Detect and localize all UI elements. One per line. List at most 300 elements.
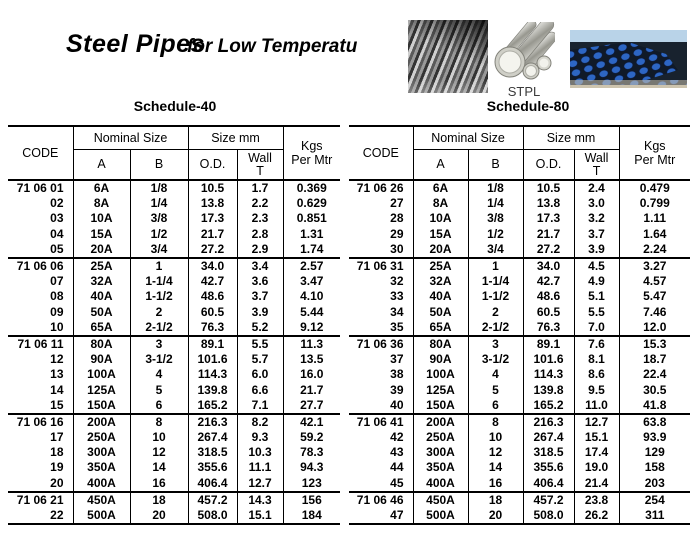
table-row xyxy=(8,492,340,508)
cell-nominal-a: 500A xyxy=(73,508,130,524)
cell-kgs-per-mtr: 1.11 xyxy=(643,211,667,226)
cell-code: 71 06 06 xyxy=(8,258,73,274)
cell-code: 04 xyxy=(8,227,73,242)
cell-nominal-a: 90A xyxy=(413,352,468,367)
cell-nominal-a: 50A xyxy=(413,305,468,320)
table-row xyxy=(8,414,340,430)
cell-nominal-b: 1-1/4 xyxy=(130,274,188,289)
cell-kgs-per-mtr: 4.57 xyxy=(643,274,667,289)
cell-wall-t: 7.6 xyxy=(574,336,619,352)
cell-od: 21.7 xyxy=(188,227,237,242)
cell-nominal-a: 40A xyxy=(73,289,130,304)
cell-nominal-a: 65A xyxy=(413,320,468,336)
cell-wall-t: 3.6 xyxy=(237,274,283,289)
table-row xyxy=(349,196,690,211)
cell-kgs-per-mtr: 254 xyxy=(644,492,665,507)
header-wall-t xyxy=(574,150,619,181)
header-wall-t xyxy=(237,150,283,181)
cell-kgs-per-mtr: 1.74 xyxy=(300,241,324,256)
header-nominal-size: Nominal Size xyxy=(73,126,188,150)
cell-wall-t: 9.3 xyxy=(237,430,283,445)
cell-wall-t: 23.8 xyxy=(574,492,619,508)
table-row xyxy=(349,460,690,475)
schedule-40-heading: Schedule-40 xyxy=(133,98,217,114)
cell-nominal-b: 1 xyxy=(130,258,188,274)
cell-nominal-b: 18 xyxy=(468,492,523,508)
table-row xyxy=(8,336,340,352)
cell-od: 21.7 xyxy=(523,227,574,242)
cell-kgs-per-mtr: 15.3 xyxy=(643,336,667,351)
cell-nominal-a: 90A xyxy=(73,352,130,367)
cell-code: 10 xyxy=(8,320,73,336)
cell-od: 457.2 xyxy=(523,492,574,508)
header-od: O.D. xyxy=(523,150,574,181)
cell-nominal-a: 450A xyxy=(73,492,130,508)
cell-od: 17.3 xyxy=(523,211,574,226)
cell-wall-t: 3.4 xyxy=(237,258,283,274)
cell-nominal-b: 3 xyxy=(130,336,188,352)
cell-wall-t: 2.4 xyxy=(574,180,619,196)
cell-nominal-a: 125A xyxy=(413,382,468,397)
cell-od: 10.5 xyxy=(523,180,574,196)
cell-wall-t: 15.1 xyxy=(237,508,283,524)
cell-wall-t: 11.0 xyxy=(574,398,619,414)
cell-nominal-b: 3/4 xyxy=(130,242,188,258)
cell-nominal-a: 350A xyxy=(73,460,130,475)
cell-nominal-a: 10A xyxy=(73,211,130,226)
cell-wall-t: 5.1 xyxy=(574,289,619,304)
cell-nominal-b: 4 xyxy=(130,367,188,382)
cell-code: 71 06 46 xyxy=(349,492,413,508)
header-kgs-line2: Per Mtr xyxy=(634,153,676,167)
cell-kgs-per-mtr: 78.3 xyxy=(300,445,324,460)
cell-kgs-per-mtr: 0.799 xyxy=(639,196,670,211)
schedule-40-table xyxy=(8,125,340,525)
cell-code: 13 xyxy=(8,367,73,382)
table-row xyxy=(8,289,340,304)
cell-wall-t: 26.2 xyxy=(574,508,619,524)
table-row xyxy=(349,211,690,226)
cell-wall-t: 8.2 xyxy=(237,414,283,430)
cell-code: 22 xyxy=(8,508,73,524)
table-header xyxy=(349,126,690,180)
cell-nominal-b: 4 xyxy=(468,367,523,382)
cell-kgs-per-mtr: 156 xyxy=(301,492,322,507)
header-od: O.D. xyxy=(188,150,237,181)
cell-nominal-a: 500A xyxy=(413,508,468,524)
header-b: B xyxy=(468,150,523,181)
cell-od: 13.8 xyxy=(188,196,237,211)
cell-nominal-a: 40A xyxy=(413,289,468,304)
cell-nominal-b: 16 xyxy=(130,476,188,492)
cell-nominal-b: 3/8 xyxy=(468,211,523,226)
header-code: CODE xyxy=(349,126,413,180)
cell-kgs-per-mtr: 41.8 xyxy=(643,397,667,412)
cell-nominal-b: 2 xyxy=(468,305,523,320)
cell-od: 76.3 xyxy=(188,320,237,336)
cell-od: 89.1 xyxy=(523,336,574,352)
cell-nominal-a: 100A xyxy=(73,367,130,382)
cell-wall-t: 11.1 xyxy=(237,460,283,475)
cell-code: 28 xyxy=(349,211,413,226)
table-row xyxy=(349,274,690,289)
cell-code: 02 xyxy=(8,196,73,211)
cell-kgs-per-mtr: 184 xyxy=(301,508,322,523)
cell-od: 318.5 xyxy=(523,445,574,460)
cell-nominal-b: 5 xyxy=(468,382,523,397)
cell-wall-t: 5.7 xyxy=(237,352,283,367)
table-header xyxy=(8,126,340,180)
cell-nominal-a: 32A xyxy=(413,274,468,289)
cell-nominal-b: 1/8 xyxy=(468,180,523,196)
cell-wall-t: 2.2 xyxy=(237,196,283,211)
cell-kgs-per-mtr: 5.44 xyxy=(300,304,324,319)
table-row xyxy=(8,508,340,524)
blue-steel-pipes-photo xyxy=(570,30,687,88)
cell-nominal-a: 32A xyxy=(73,274,130,289)
cell-nominal-b: 1-1/2 xyxy=(468,289,523,304)
cell-code: 27 xyxy=(349,196,413,211)
header-kgs-per-mtr xyxy=(283,126,340,180)
cell-nominal-b: 10 xyxy=(130,430,188,445)
cell-wall-t: 8.1 xyxy=(574,352,619,367)
steel-pipe-bundle-photo xyxy=(493,22,555,84)
cell-nominal-a: 450A xyxy=(413,492,468,508)
cell-od: 216.3 xyxy=(523,414,574,430)
cell-kgs-per-mtr: 0.851 xyxy=(296,211,327,226)
cell-od: 13.8 xyxy=(523,196,574,211)
cell-kgs-per-mtr: 2.24 xyxy=(643,241,667,256)
cell-code: 17 xyxy=(8,430,73,445)
table-row xyxy=(349,305,690,320)
cell-od: 508.0 xyxy=(188,508,237,524)
cell-nominal-b: 20 xyxy=(130,508,188,524)
row-group xyxy=(349,492,690,524)
cell-od: 267.4 xyxy=(523,430,574,445)
cell-nominal-b: 2-1/2 xyxy=(468,320,523,336)
cell-od: 114.3 xyxy=(523,367,574,382)
cell-code: 40 xyxy=(349,398,413,414)
table-row xyxy=(349,476,690,492)
cell-nominal-a: 200A xyxy=(73,414,130,430)
cell-kgs-per-mtr: 1.64 xyxy=(643,226,667,241)
table-row xyxy=(349,336,690,352)
table-row xyxy=(8,180,340,196)
cell-code: 45 xyxy=(349,476,413,492)
header-kgs-line1: Kgs xyxy=(300,139,323,153)
table-row xyxy=(8,476,340,492)
cell-nominal-b: 18 xyxy=(130,492,188,508)
row-group xyxy=(349,258,690,336)
cell-wall-t: 1.7 xyxy=(237,180,283,196)
cell-code: 71 06 01 xyxy=(8,180,73,196)
table-row xyxy=(349,352,690,367)
cell-od: 355.6 xyxy=(523,460,574,475)
cell-kgs-per-mtr: 2.57 xyxy=(300,259,324,274)
cell-od: 48.6 xyxy=(188,289,237,304)
cell-wall-t: 10.3 xyxy=(237,445,283,460)
header-code: CODE xyxy=(8,126,73,180)
cell-nominal-b: 3-1/2 xyxy=(130,352,188,367)
table-row xyxy=(8,352,340,367)
cell-nominal-a: 350A xyxy=(413,460,468,475)
cell-kgs-per-mtr: 11.3 xyxy=(300,336,324,351)
cell-kgs-per-mtr: 3.47 xyxy=(300,274,324,289)
cell-nominal-b: 14 xyxy=(130,460,188,475)
cell-code: 44 xyxy=(349,460,413,475)
cell-wall-t: 3.9 xyxy=(237,305,283,320)
cell-code: 08 xyxy=(8,289,73,304)
cell-wall-t: 3.2 xyxy=(574,211,619,226)
table-row xyxy=(349,398,690,414)
cell-code: 71 06 16 xyxy=(8,414,73,430)
table-row xyxy=(8,430,340,445)
cell-kgs-per-mtr: 12.0 xyxy=(643,319,667,334)
cell-od: 406.4 xyxy=(523,476,574,492)
table-row xyxy=(8,460,340,475)
table-row xyxy=(8,274,340,289)
cell-od: 216.3 xyxy=(188,414,237,430)
stacked-steel-pipes-photo xyxy=(408,20,488,93)
table-row xyxy=(349,320,690,336)
cell-nominal-a: 15A xyxy=(73,227,130,242)
schedule-80-table xyxy=(349,125,690,525)
cell-code: 05 xyxy=(8,242,73,258)
cell-nominal-a: 8A xyxy=(73,196,130,211)
cell-wall-t: 3.7 xyxy=(237,289,283,304)
cell-nominal-b: 6 xyxy=(130,398,188,414)
cell-wall-t: 14.3 xyxy=(237,492,283,508)
cell-nominal-b: 3 xyxy=(468,336,523,352)
cell-nominal-a: 10A xyxy=(413,211,468,226)
cell-kgs-per-mtr: 3.27 xyxy=(643,259,667,274)
header-kgs-per-mtr xyxy=(619,126,690,180)
row-group xyxy=(349,180,690,258)
cell-nominal-b: 1/4 xyxy=(468,196,523,211)
cell-wall-t: 17.4 xyxy=(574,445,619,460)
cell-od: 60.5 xyxy=(188,305,237,320)
cell-kgs-per-mtr: 13.5 xyxy=(300,352,324,367)
cell-od: 165.2 xyxy=(523,398,574,414)
cell-od: 101.6 xyxy=(523,352,574,367)
cell-code: 33 xyxy=(349,289,413,304)
header-kgs-line2: Per Mtr xyxy=(291,153,333,167)
cell-od: 10.5 xyxy=(188,180,237,196)
table-row xyxy=(349,508,690,524)
cell-nominal-a: 150A xyxy=(413,398,468,414)
cell-kgs-per-mtr: 311 xyxy=(645,508,665,523)
cell-code: 12 xyxy=(8,352,73,367)
cell-code: 71 06 26 xyxy=(349,180,413,196)
row-group xyxy=(8,258,340,336)
cell-nominal-a: 80A xyxy=(413,336,468,352)
header-nominal-size: Nominal Size xyxy=(413,126,523,150)
table-row xyxy=(8,445,340,460)
cell-kgs-per-mtr: 16.0 xyxy=(300,367,324,382)
cell-nominal-b: 1/8 xyxy=(130,180,188,196)
cell-kgs-per-mtr: 22.4 xyxy=(643,367,667,382)
cell-wall-t: 3.7 xyxy=(574,227,619,242)
header-b: B xyxy=(130,150,188,181)
cell-kgs-per-mtr: 63.8 xyxy=(643,414,667,429)
cell-code: 29 xyxy=(349,227,413,242)
cell-kgs-per-mtr: 30.5 xyxy=(643,382,667,397)
cell-od: 139.8 xyxy=(523,382,574,397)
cell-kgs-per-mtr: 203 xyxy=(644,475,665,490)
cell-nominal-b: 14 xyxy=(468,460,523,475)
cell-nominal-b: 1/2 xyxy=(468,227,523,242)
table-row xyxy=(8,320,340,336)
cell-code: 09 xyxy=(8,305,73,320)
table-row xyxy=(8,196,340,211)
cell-code: 14 xyxy=(8,382,73,397)
cell-code: 07 xyxy=(8,274,73,289)
cell-od: 508.0 xyxy=(523,508,574,524)
table-row xyxy=(349,289,690,304)
cell-kgs-per-mtr: 0.629 xyxy=(296,196,327,211)
cell-wall-t: 4.5 xyxy=(574,258,619,274)
cell-wall-t: 15.1 xyxy=(574,430,619,445)
header-a: A xyxy=(73,150,130,181)
table-row xyxy=(349,382,690,397)
cell-nominal-b: 3/4 xyxy=(468,242,523,258)
cell-od: 42.7 xyxy=(188,274,237,289)
cell-nominal-a: 125A xyxy=(73,382,130,397)
cell-wall-t: 5.5 xyxy=(237,336,283,352)
cell-wall-t: 19.0 xyxy=(574,460,619,475)
cell-kgs-per-mtr: 9.12 xyxy=(300,319,324,334)
header-size-mm: Size mm xyxy=(188,126,283,150)
header-a: A xyxy=(413,150,468,181)
cell-kgs-per-mtr: 1.31 xyxy=(300,226,324,241)
cell-kgs-per-mtr: 21.7 xyxy=(300,382,324,397)
schedule-80-section xyxy=(349,125,690,525)
cell-wall-t: 5.2 xyxy=(237,320,283,336)
cell-kgs-per-mtr: 27.7 xyxy=(300,397,324,412)
cell-nominal-b: 1-1/4 xyxy=(468,274,523,289)
cell-code: 32 xyxy=(349,274,413,289)
cell-kgs-per-mtr: 18.7 xyxy=(643,352,667,367)
table-row xyxy=(349,445,690,460)
cell-wall-t: 2.9 xyxy=(237,242,283,258)
cell-nominal-a: 300A xyxy=(413,445,468,460)
cell-nominal-b: 10 xyxy=(468,430,523,445)
row-group xyxy=(349,336,690,414)
cell-code: 03 xyxy=(8,211,73,226)
cell-od: 34.0 xyxy=(188,258,237,274)
cell-od: 42.7 xyxy=(523,274,574,289)
cell-nominal-a: 300A xyxy=(73,445,130,460)
photo-caption: STPL xyxy=(507,84,541,99)
cell-code: 15 xyxy=(8,398,73,414)
table-row xyxy=(349,414,690,430)
cell-nominal-b: 20 xyxy=(468,508,523,524)
table-row xyxy=(8,398,340,414)
cell-code: 47 xyxy=(349,508,413,524)
cell-nominal-a: 150A xyxy=(73,398,130,414)
table-row xyxy=(8,305,340,320)
cell-nominal-b: 12 xyxy=(130,445,188,460)
cell-wall-t: 12.7 xyxy=(237,476,283,492)
header-size-mm: Size mm xyxy=(523,126,619,150)
cell-nominal-a: 400A xyxy=(413,476,468,492)
cell-code: 37 xyxy=(349,352,413,367)
cell-wall-t: 6.6 xyxy=(237,382,283,397)
cell-nominal-b: 1 xyxy=(468,258,523,274)
cell-wall-t: 9.5 xyxy=(574,382,619,397)
cell-nominal-a: 25A xyxy=(73,258,130,274)
cell-code: 34 xyxy=(349,305,413,320)
cell-kgs-per-mtr: 7.46 xyxy=(643,304,667,319)
cell-nominal-a: 250A xyxy=(73,430,130,445)
cell-od: 101.6 xyxy=(188,352,237,367)
cell-nominal-b: 8 xyxy=(130,414,188,430)
page-title: Steel Pipes xyxy=(66,30,205,58)
header-wall-line1: Wall xyxy=(248,150,272,165)
cell-code: 20 xyxy=(8,476,73,492)
table-row xyxy=(349,430,690,445)
cell-kgs-per-mtr: 0.369 xyxy=(296,181,327,196)
cell-kgs-per-mtr: 42.1 xyxy=(300,414,324,429)
cell-kgs-per-mtr: 129 xyxy=(644,445,665,460)
cell-od: 355.6 xyxy=(188,460,237,475)
cell-nominal-b: 3-1/2 xyxy=(468,352,523,367)
cell-nominal-b: 1-1/2 xyxy=(130,289,188,304)
cell-nominal-a: 20A xyxy=(413,242,468,258)
cell-nominal-b: 1/4 xyxy=(130,196,188,211)
cell-code: 39 xyxy=(349,382,413,397)
table-row xyxy=(8,258,340,274)
cell-od: 267.4 xyxy=(188,430,237,445)
row-group xyxy=(8,414,340,492)
cell-code: 43 xyxy=(349,445,413,460)
row-group xyxy=(8,180,340,258)
cell-nominal-b: 5 xyxy=(130,382,188,397)
cell-nominal-a: 6A xyxy=(73,180,130,196)
table-row xyxy=(8,367,340,382)
header-wall-line1: Wall xyxy=(584,150,609,165)
cell-kgs-per-mtr: 158 xyxy=(644,460,665,475)
cell-code: 71 06 11 xyxy=(8,336,73,352)
cell-code: 71 06 21 xyxy=(8,492,73,508)
cell-od: 139.8 xyxy=(188,382,237,397)
cell-nominal-b: 12 xyxy=(468,445,523,460)
cell-nominal-a: 200A xyxy=(413,414,468,430)
cell-od: 76.3 xyxy=(523,320,574,336)
cell-nominal-a: 400A xyxy=(73,476,130,492)
cell-od: 318.5 xyxy=(188,445,237,460)
cell-code: 42 xyxy=(349,430,413,445)
cell-nominal-a: 25A xyxy=(413,258,468,274)
cell-nominal-a: 80A xyxy=(73,336,130,352)
cell-od: 457.2 xyxy=(188,492,237,508)
cell-kgs-per-mtr: 94.3 xyxy=(300,460,324,475)
cell-kgs-per-mtr: 0.479 xyxy=(639,181,670,196)
cell-od: 60.5 xyxy=(523,305,574,320)
table-row xyxy=(349,227,690,242)
cell-wall-t: 4.9 xyxy=(574,274,619,289)
cell-nominal-b: 2-1/2 xyxy=(130,320,188,336)
cell-wall-t: 5.5 xyxy=(574,305,619,320)
cell-nominal-a: 15A xyxy=(413,227,468,242)
cell-nominal-b: 6 xyxy=(468,398,523,414)
table-row xyxy=(349,492,690,508)
cell-od: 48.6 xyxy=(523,289,574,304)
cell-nominal-b: 8 xyxy=(468,414,523,430)
table-row xyxy=(8,211,340,226)
cell-wall-t: 3.0 xyxy=(574,196,619,211)
table-row xyxy=(349,242,690,258)
